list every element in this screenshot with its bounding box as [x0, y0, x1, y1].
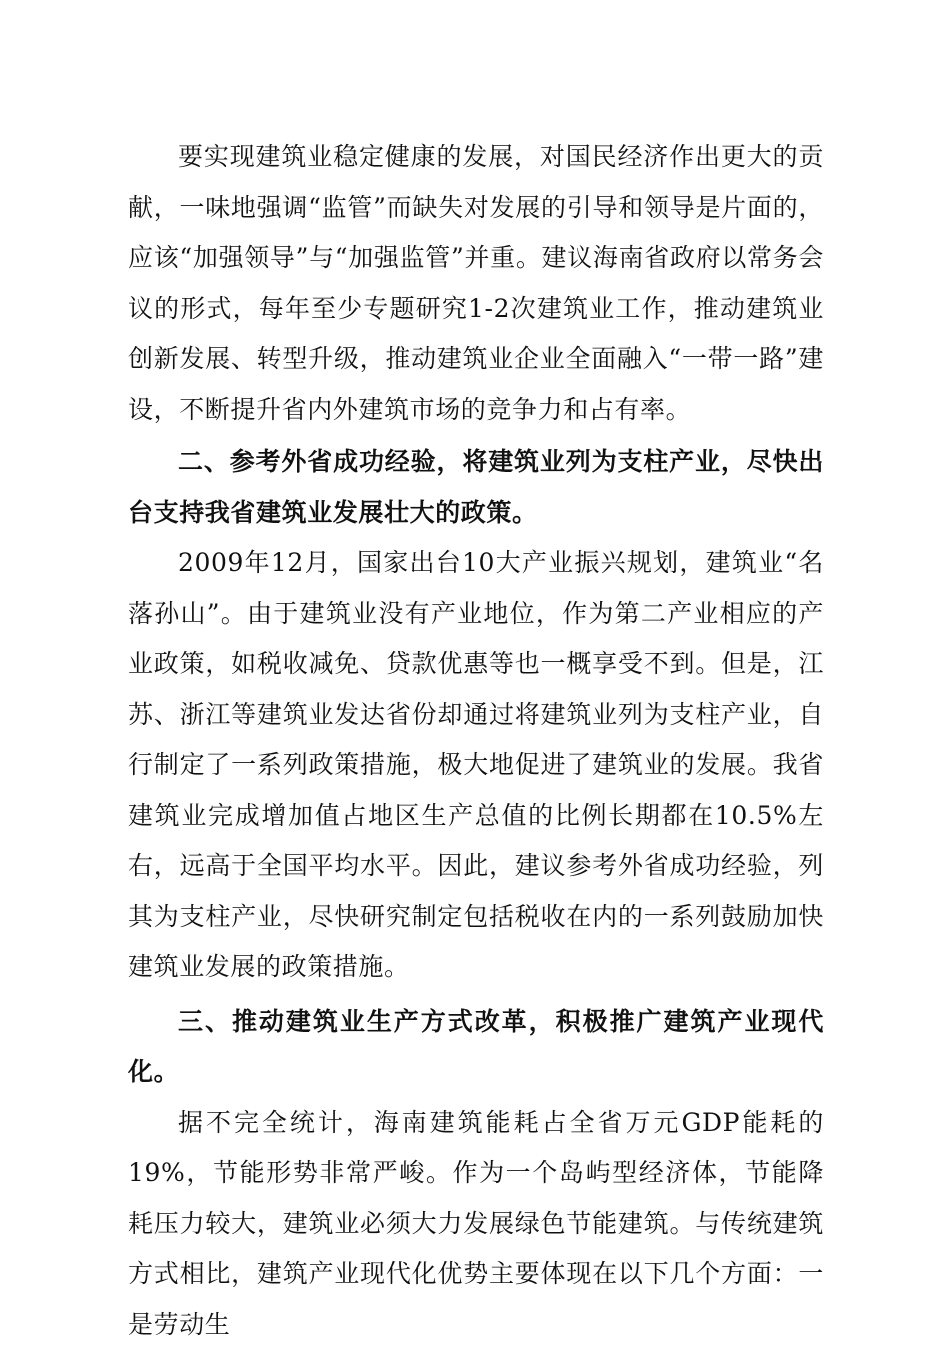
document-page [128, 132, 824, 1350]
section-heading-modernization: 三、推动建筑业生产方式改革，积极推广建筑产业现代化。 [128, 997, 824, 1098]
body-paragraph-energy: 据不完全统计，海南建筑能耗占全省万元GDP能耗的19%，节能形势非常严峻。作为一个岛屿型经济体，节能降耗压力较大，建筑业必须大力发展绿色节能建筑。与传统建筑方式相比，建筑产业现代化优势主要体现在以下几个方面：一是劳动生 [128, 1098, 824, 1350]
body-paragraph-leadership: 要实现建筑业稳定健康的发展，对国民经济作出更大的贡献，一味地强调“监管”而缺失对发展的引导和领导是片面的，应该“加强领导”与“加强监管”并重。建议海南省政府以常务会议的形式，每年至少专题研究1-2次建筑业工作，推动建筑业创新发展、转型升级，推动建筑业企业全面融入“一带一路”建设，不断提升省内外建筑市场的竞争力和占有率。 [128, 132, 824, 435]
body-paragraph-policy: 2009年12月，国家出台10大产业振兴规划，建筑业“名落孙山”。由于建筑业没有产业地位，作为第二产业相应的产业政策，如税收减免、贷款优惠等也一概享受不到。但是，江苏、浙江等建筑业发达省份却通过将建筑业列为支柱产业，自行制定了一系列政策措施，极大地促进了建筑业的发展。我省建筑业完成增加值占地区生产总值的比例长期都在10.5%左右，远高于全国平均水平。因此，建议参考外省成功经验，列其为支柱产业，尽快研究制定包括税收在内的一系列鼓励加快建筑业发展的政策措施。 [128, 538, 824, 993]
section-heading-pillar-industry: 二、参考外省成功经验，将建筑业列为支柱产业，尽快出台支持我省建筑业发展壮大的政策。 [128, 437, 824, 538]
